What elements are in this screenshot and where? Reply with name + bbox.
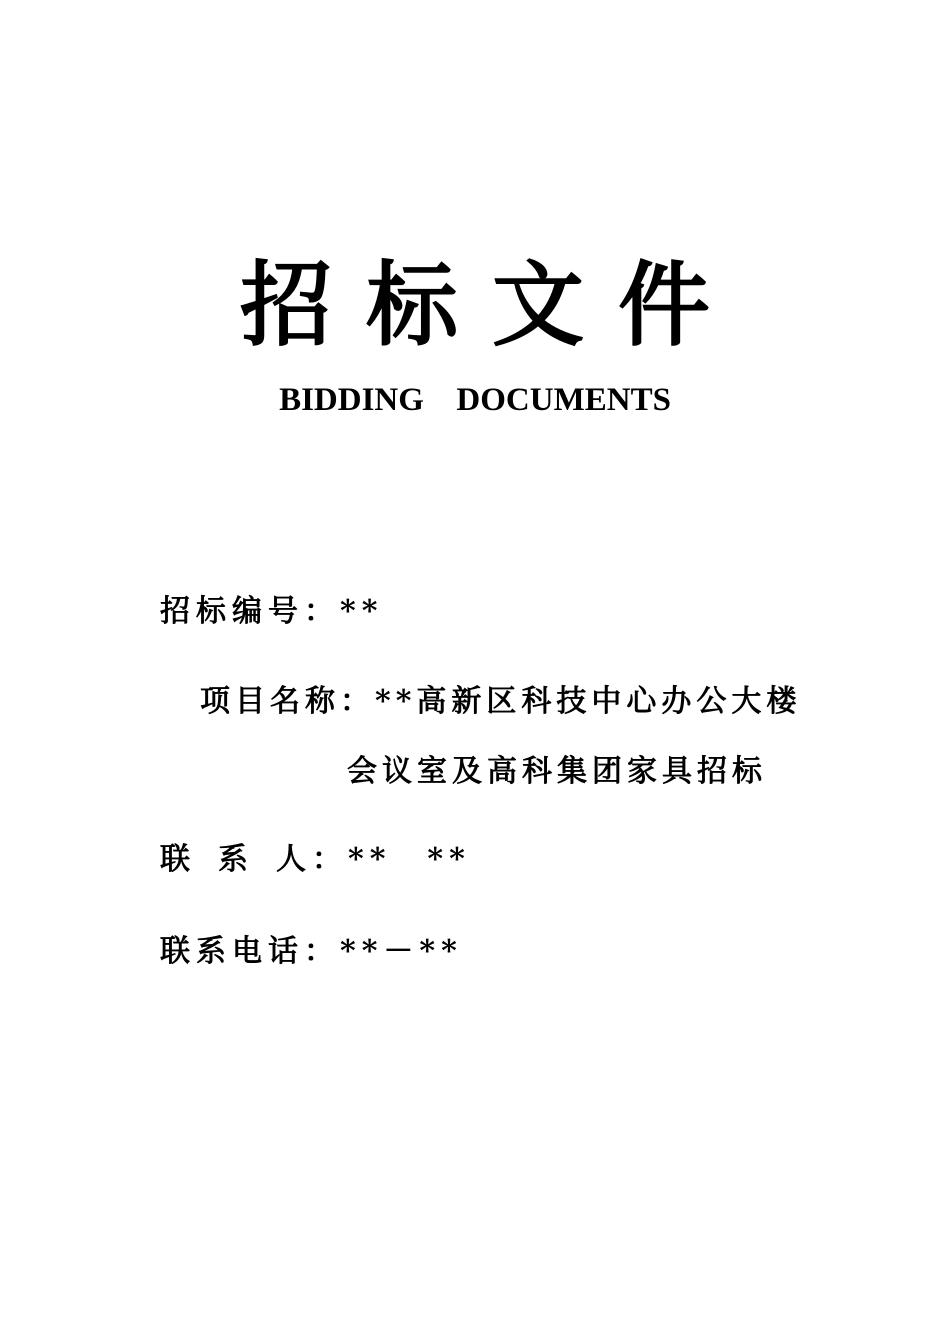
phone-label: 联系电话： xyxy=(160,934,340,969)
contact-value-1: ** xyxy=(348,842,392,877)
bid-number-value: ** xyxy=(340,594,384,629)
project-name-line1: **高新区科技中心办公大楼 xyxy=(375,684,802,719)
project-name-continuation xyxy=(347,752,767,792)
project-name-line2: 会议室及高科集团家具招标 xyxy=(347,754,767,789)
phone-value: **－** xyxy=(340,934,463,969)
contact-label-part2: 系 xyxy=(218,842,254,877)
contact-label-part1: 联 xyxy=(160,842,196,877)
document-title-chinese: 招标文件 xyxy=(239,251,744,359)
contact-label-part3: 人： xyxy=(276,842,348,877)
contact-phone-row xyxy=(160,932,463,972)
project-name-row xyxy=(200,682,801,722)
contact-value-2: ** xyxy=(427,842,471,877)
project-name-label: 项目名称： xyxy=(200,684,375,719)
contact-person-row xyxy=(160,840,471,880)
bid-number-row xyxy=(160,592,383,632)
bid-number-label: 招标编号： xyxy=(160,594,340,629)
document-title-english: BIDDING DOCUMENTS xyxy=(279,382,671,418)
